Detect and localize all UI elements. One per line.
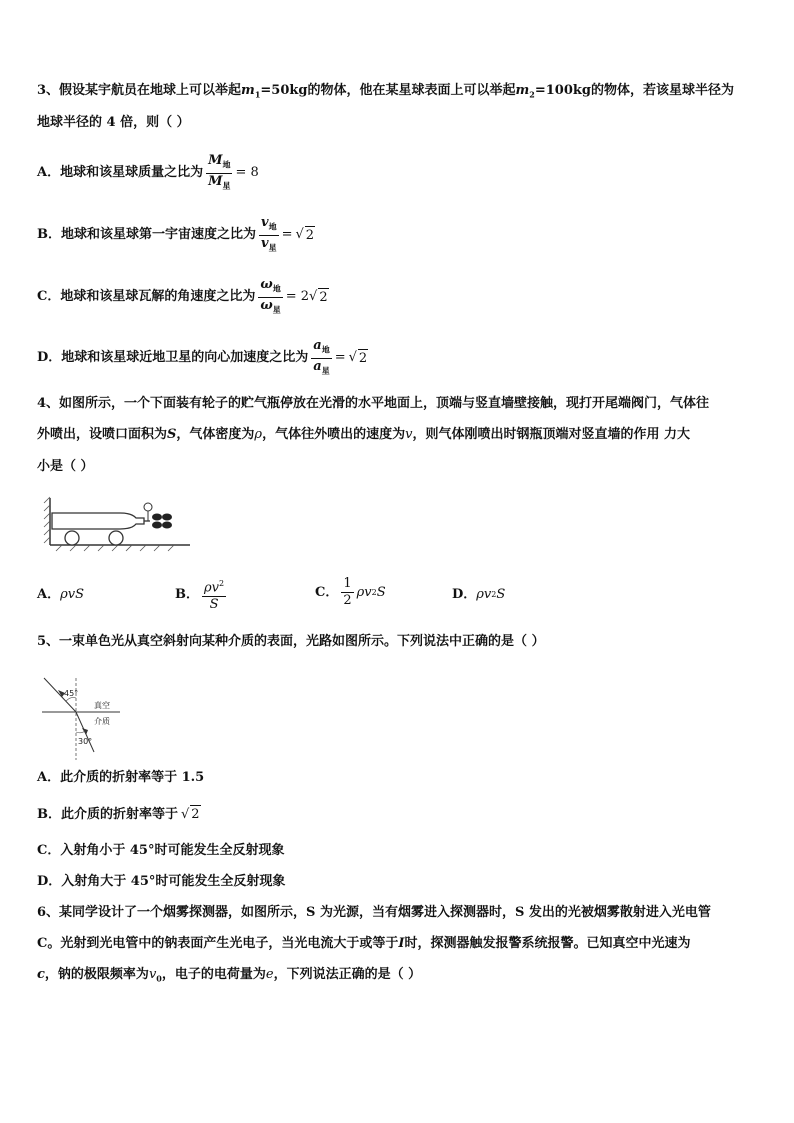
q3-stem-line1: 3、假设某宇航员在地球上可以举起$m_1=50kg$的物体，他在某星球表面上可以举起$m_2=100kg$的物体，若该星球半径为	[37, 83, 734, 100]
q5-option-c: C．入射角小于 45°时可能发生全反射现象	[37, 843, 285, 858]
q3-option-c-fraction: $\frac{\omega_地}{\omega_星}$	[260, 277, 281, 315]
q5-refraction-figure	[38, 672, 128, 764]
q4-cylinder-figure	[40, 493, 200, 553]
q3-option-d: D．地球和该星球近地卫星的向心加速度之比为 $\frac{a_地}{a_星}$ = √ 2	[37, 338, 368, 378]
q5-fig-vacuum-label: 真空	[94, 701, 110, 710]
q5-option-d: D．入射角大于 45°时可能发生全反射现象	[37, 874, 286, 889]
q6-stem-line3: c，钠的极限频率为$v_0$，电子的电荷量为e，下列说法正确的是（ ）	[37, 967, 422, 984]
q3-stem-line2: 地球半径的 4 倍，则（ ）	[37, 115, 190, 130]
q5-option-b: B．此介质的折射率等于 √ 2	[37, 806, 200, 822]
q3-option-d-fraction: $\frac{a_地}{a_星}$	[313, 338, 330, 376]
q4-option-c-fraction: $\frac{1}{2}$	[343, 576, 352, 608]
q4-stem-line2: 外喷出，设喷口面积为S，气体密度为ρ，气体往外喷出的速度为v，则气体刚喷出时钢瓶顶端对竖直墙的作用 力大	[37, 427, 690, 442]
q4-option-b-fraction: $\frac{\rho v^2}{S}$	[202, 576, 226, 613]
q5-fig-angle-bottom: 30°	[78, 737, 93, 746]
q5-stem: 5、一束单色光从真空斜射向某种介质的表面，光路如图所示。下列说法中正确的是（ ）	[37, 634, 545, 649]
q4-option-c: C． $\frac{1}{2}$ ρv 2 S	[315, 576, 386, 608]
q4-stem-line3: 小是（ ）	[37, 459, 94, 474]
q4-option-d: D． ρv 2 S	[452, 587, 506, 602]
q3-option-b-fraction: $\frac{v_地}{v_星}$	[261, 215, 277, 253]
q4-option-a: A． ρvS	[37, 587, 84, 602]
q5-option-a: A．此介质的折射率等于 1.5	[37, 770, 205, 785]
q3-option-b: B．地球和该星球第一宇宙速度之比为 $\frac{v_地}{v_星}$ = √ 2	[37, 215, 315, 255]
q4-stem-line1: 4、如图所示，一个下面装有轮子的贮气瓶停放在光滑的水平地面上，顶端与竖直墙壁接触，现打开尾端阀门，气体往	[37, 396, 710, 411]
q6-stem-line1: 6、某同学设计了一个烟雾探测器，如图所示，S 为光源，当有烟雾进入探测器时，S 发出的光被烟雾散射进入光电管	[37, 905, 711, 920]
q5-fig-angle-top: 45°	[64, 689, 79, 698]
q6-stem-line2: C。光射到光电管中的钠表面产生光电子，当光电流大于或等于I时，探测器触发报警系统报警。已知真空中光速为	[37, 936, 691, 951]
q3-option-a-fraction: $\frac{M_地}{M_星}$	[208, 153, 231, 191]
q3-option-a: A．地球和该星球质量之比为 $\frac{M_地}{M_星}$ = 8	[37, 153, 259, 193]
q5-fig-medium-label: 介质	[94, 717, 110, 726]
q4-option-b: B． $\frac{\rho v^2}{S}$	[175, 576, 229, 613]
q3-option-c: C．地球和该星球瓦解的角速度之比为 $\frac{\omega_地}{\omega_星}$ = 2 √ 2	[37, 277, 329, 317]
